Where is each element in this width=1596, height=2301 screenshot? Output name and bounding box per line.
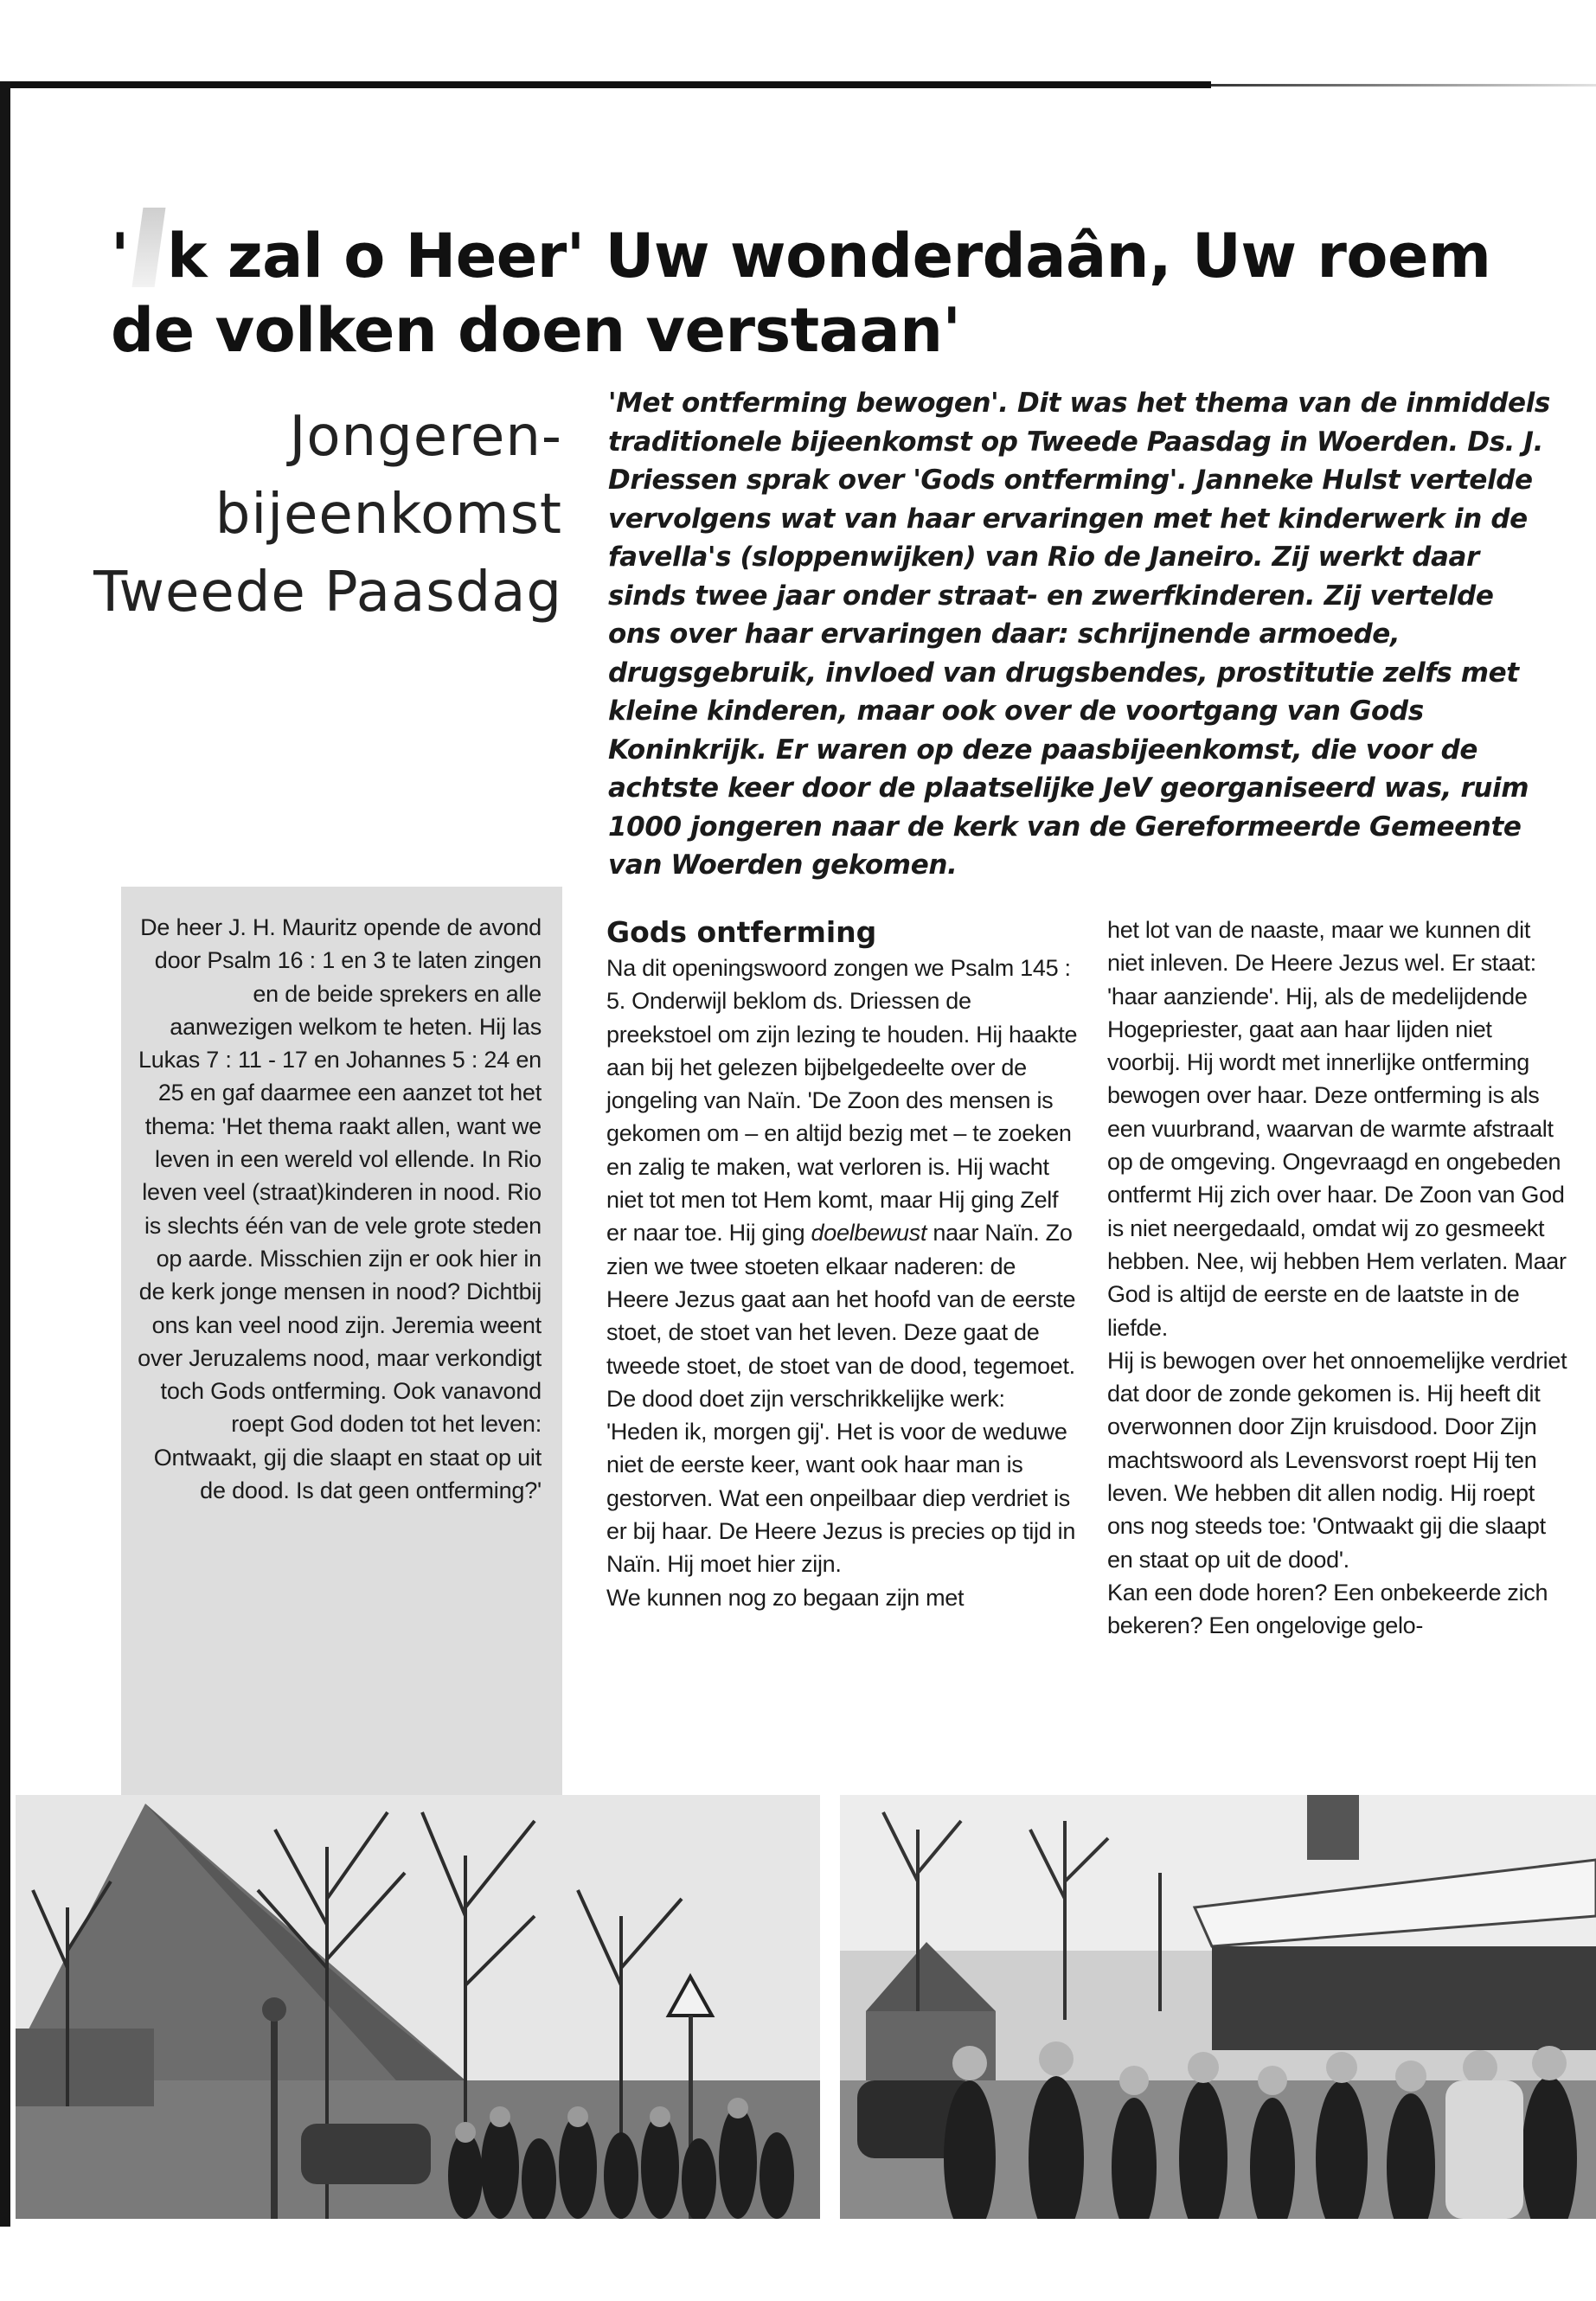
top-rule-fade	[1211, 84, 1596, 87]
col2-paragraph	[606, 952, 1080, 1581]
col3-paragraph-1: het lot van de naaste, maar we kunnen dit niet inleven. De Heere Jezus wel. Er staat: 'haar aanziende'. Hij, als de medelijdende Hogepriester, gaat aan haar lijden niet voorbij. Hij wordt met innerlijke ontferming bewogen over haar. Deze ontferming is als een vuurbrand, waarvan de warmte afstraalt op de omgeving. Ongevraagd en ongebeden ontfermt Hij zich over haar. De Zoon van God is niet neergedaald, omdat wij zo gesmeekt hebben. Nee, wij hebben Hem verlaten. Maar God is altijd de eerste en de laatste in de liefde.	[1107, 917, 1567, 1341]
body-column-3	[1107, 913, 1570, 1643]
headline-line-2: de volken doen verstaan'	[111, 295, 961, 366]
body-column-2	[606, 913, 1080, 1614]
drop-initial-bar	[131, 208, 165, 287]
headline-line-1: k zal o Heer' Uw wonderdaân, Uw roem	[166, 221, 1491, 292]
col2-last-line: We kunnen nog zo begaan zijn met	[606, 1584, 965, 1611]
kicker-line-3: Tweede Paasdag	[93, 561, 562, 625]
subhead-gods-ontferming: Gods ontferming	[606, 915, 877, 949]
col2-text-a: Na dit openingswoord zongen we Psalm 145 : 5. Onderwijl beklom ds. Driessen de preekstoel om zijn lezing te houden. Hij haakte aan bij het gelezen bijbelgedeelte over de jongeling van Naïn. 'De Zoon des mensen is gekomen om – en altijd bezig met – te zoeken en zalig te maken, wat verloren is. Hij wacht niet tot men tot Hem komt, maar Hij ging Zelf er naar toe. Hij ging	[606, 955, 1078, 1247]
headline-quote: '	[111, 221, 129, 292]
col2-emphasis: doelbewust	[811, 1220, 927, 1247]
kicker-line-2: bijeenkomst	[215, 483, 562, 547]
photo-church-drawing	[16, 1795, 820, 2219]
sidebar-paragraph: De heer J. H. Mauritz opende de avond door Psalm 16 : 1 en 3 te laten zingen en de beide sprekers en alle aanwezigen welkom te heten. Hij las Lukas 7 : 11 - 17 en Johannes 5 : 24 en 25 en gaf daarmee een aanzet tot het thema: 'Het thema raakt allen, want we leven in een wereld vol ellende. In Rio leven veel (straat)kinderen in nood. Rio is slechts één van de vele grote steden op aarde. Misschien zijn er ook hier in de kerk jonge mensen in nood? Dichtbij ons kan veel nood zijn. Jeremia weent over Jeruzalems nood, maar verkondigt toch Gods ontferming. Ook vanavond roept God doden tot het leven: Ontwaakt, gij die slaapt en staat op uit de dood. Is dat geen ontferming?'	[138, 914, 542, 1504]
section-kicker	[87, 398, 562, 631]
col3-paragraph-3: Kan een dode horen? Een onbekeerde zich bekeren? Een ongelovige gelo-	[1107, 1579, 1548, 1639]
top-rule	[0, 81, 1211, 88]
photo-church-exterior	[16, 1795, 820, 2219]
photo-youth-gathering	[840, 1795, 1596, 2219]
photo-gathering-drawing	[840, 1795, 1596, 2219]
sidebar-text	[130, 911, 542, 1507]
col3-paragraph-2: Hij is bewogen over het onnoemelijke verdriet dat door de zonde gekomen is. Hij heeft dit overwonnen door Zijn kruisdood. Door Zijn machtswoord als Levensvorst roept Hij ten leven. We hebben dit allen nodig. Hij roept ons nog steeds toe: 'Ontwaakt gij die slaapt en staat op uit de dood'.	[1107, 1347, 1567, 1573]
left-rule	[0, 81, 10, 2227]
col2-text-b: naar Naïn. Zo zien we twee stoeten elkaar naderen: de Heere Jezus gaat aan het hoofd van de eerste stoet, de stoet van het leven. Deze gaat de tweede stoet, de stoet van de dood, tegemoet. De dood doet zijn verschrikkelijke werk: 'Heden ik, morgen gij'. Het is voor de weduwe niet de eerste keer, want ook haar man is gestorven. Wat een onpeilbaar diep verdriet is er bij haar. De Heere Jezus is precies op tijd in Naïn. Hij moet hier zijn.	[606, 1220, 1076, 1578]
intro-paragraph: 'Met ontferming bewogen'. Dit was het thema van de inmiddels traditionele bijeenkomst op Tweede Paasdag in Woerden. Ds. J. Driessen sprak over 'Gods ontferming'. Janneke Hulst vertelde vervolgens wat van haar ervaringen met het kinderwerk in de favella's (sloppenwijken) van Rio de Janeiro. Zij werkt daar sinds twee jaar onder straat- en zwerfkinderen. Zij vertelde ons over haar ervaringen daar: schrijnende armoede, drugsgebruik, invloed van drugsbendes, prostitutie zelfs met kleine kinderen, maar ook over de voortgang van Gods Koninkrijk. Er waren op deze paasbijeenkomst, die voor de achtste keer door de plaatselijke JeV georganiseerd was, ruim 1000 jongeren naar de kerk van de Gereformeerde Gemeente van Woerden gekomen.	[608, 388, 1550, 881]
kicker-line-1: Jongeren-	[289, 405, 562, 469]
article-headline	[111, 208, 1529, 368]
